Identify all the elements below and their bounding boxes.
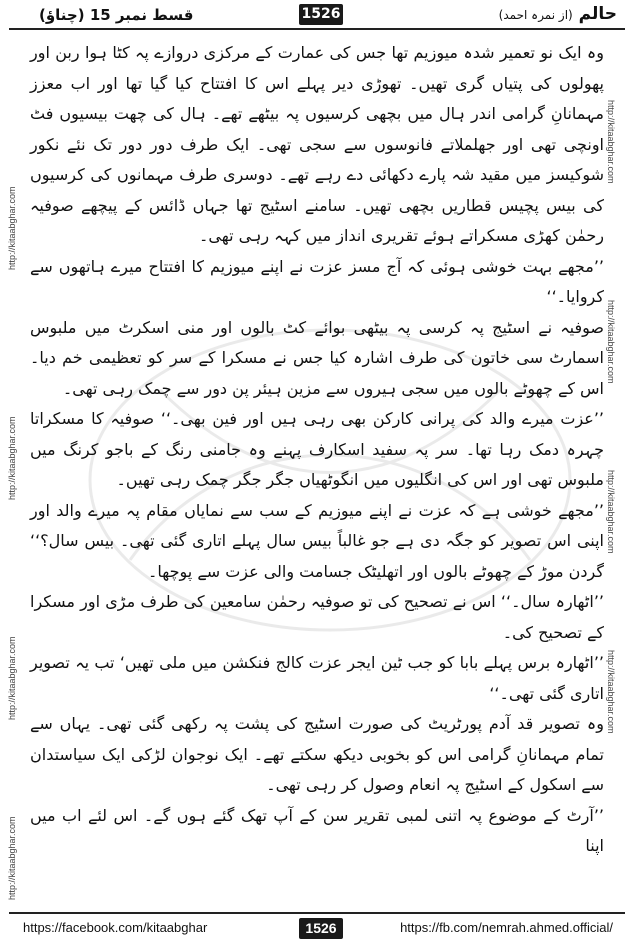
episode-label: قسط نمبر 15 (چناؤ)	[39, 6, 194, 24]
story-body	[30, 38, 604, 862]
novel-title-group	[499, 4, 617, 24]
side-url-right[interactable]: http://kitaabghar.com	[606, 470, 616, 554]
dialogue-paragraph: ’’مجھے خوشی ہے کہ عزت نے اپنے میوزیم کے سب سے نمایاں مقام پہ میرے والد اور اپنی اس تصویر کو جگہ دی ہے جو غالباً بیس سال پہلے اتاری گئی تھی۔ بیس سال؟‘‘ گردن موڑ کے چھوٹے بالوں اور اتھلیٹک جسامت والی عزت سے پوچھا۔	[30, 500, 604, 581]
dialogue-paragraph: ’’عزت میرے والد کی پرانی کارکن بھی رہی ہیں اور فین بھی۔‘‘ صوفیہ کا مسکراتا چہرہ دمک رہا تھا۔ سر پہ سفید اسکارف پہنے وہ جامنی رنگ کے باجو کرنگ میں ملبوس تھی اور اس کی انگلیوں میں انگوٹھیاں جگر جگر چمک رہی تھیں۔	[30, 409, 604, 489]
page-footer	[9, 918, 625, 942]
side-url-left[interactable]: http://kitaabghar.com	[7, 636, 17, 720]
page-number-badge: 1526	[299, 4, 343, 25]
side-url-right[interactable]: http://kitaabghar.com	[606, 100, 616, 184]
side-url-right[interactable]: http://kitaabghar.com	[606, 650, 616, 734]
page-header	[9, 4, 625, 28]
footer-page-number: 1526	[299, 918, 343, 939]
dialogue-paragraph: ’’آرٹ کے موضوع پہ اتنی لمبی تقریر سن کے آپ تھک گئے ہوں گے۔ اس لئے اب میں اپنا	[30, 805, 604, 855]
author-name: (از نمرہ احمد)	[498, 8, 573, 22]
novel-title: حالم	[578, 4, 617, 24]
dialogue-paragraph: ’’مجھے بہت خوشی ہوئی کہ آج مسز عزت نے اپنے میوزیم کا افتتاح میرے ہاتھوں سے کروایا۔‘‘	[30, 256, 604, 306]
side-url-left[interactable]: http://kitaabghar.com	[7, 416, 17, 500]
paragraph: وہ ایک نو تعمیر شدہ میوزیم تھا جس کی عمارت کے مرکزی دروازے پہ کٹا ہوا ربن اور پھولوں کی پتیاں گری تھیں۔ تھوڑی دیر پہلے اس کا افتتاح کیا گیا تھا اور اب معزز مہمانانِ گرامی اندر ہال میں بچھی کرسیوں پہ بیٹھے تھے۔ ہال کی چھت بیسیوں فٹ اونچی تھی اور جھلملاتے فانوسوں سے سجی تھی۔ ایک طرف دور دور تک نئے نکور شوکیسز میں مقید شہ پارے دکھائی دے رہے تھے۔ دوسری طرف مہمانوں کی کرسیوں کی بیس پچیس قطاریں بچھی تھیں۔ سامنے اسٹیج تھا جہاں ڈائس کے پیچھے صوفیہ رحمٰن کھڑی مسکراتے ہوئے تقریری انداز میں کہہ رہی تھی۔	[30, 43, 604, 245]
dialogue-paragraph: ’’اٹھارہ برس پہلے بابا کو جب ٹین ایجر عزت کالج فنکشن میں ملی تھیں‘ تب یہ تصویر اتاری گئی تھی۔‘‘	[30, 653, 604, 703]
paragraph: وہ تصویر قد آدم پورٹریٹ کی صورت اسٹیج کی پشت پہ رکھی گئی تھی۔ یہاں سے تمام مہمانانِ گرامی اس کو بخوبی دیکھ سکتے تھے۔ ایک نوجوان لڑکی ایک سیاستدان سے اسکول کے اسٹیج پہ انعام وصول کر رہی تھی۔	[30, 714, 604, 794]
author-facebook-link[interactable]: https://fb.com/nemrah.ahmed.official/	[400, 920, 613, 935]
facebook-link[interactable]: https://facebook.com/kitaabghar	[23, 920, 208, 935]
paragraph: صوفیہ نے اسٹیج پہ کرسی پہ بیٹھی بوائے کٹ بالوں اور منی اسکرٹ میں ملبوس اسمارٹ سی خاتون کی طرف اشارہ کیا جس نے مسکرا کے سر کو تعظیمی خم دیا۔ اس کے چھوٹے بالوں میں سجی ہیروں سے مزین ہیئر پن دور سے چمک رہی تھی۔	[30, 317, 604, 398]
side-url-left[interactable]: http://kitaabghar.com	[7, 816, 17, 900]
footer-divider	[9, 912, 625, 914]
header-divider	[9, 28, 625, 30]
dialogue-paragraph: ’’اٹھارہ سال۔‘‘ اس نے تصحیح کی تو صوفیہ رحمٰن سامعین کی طرف مڑی اور مسکرا کے تصحیح کی۔	[30, 592, 604, 642]
side-url-right[interactable]: http://kitaabghar.com	[606, 300, 616, 384]
side-url-left[interactable]: http://kitaabghar.com	[7, 186, 17, 270]
